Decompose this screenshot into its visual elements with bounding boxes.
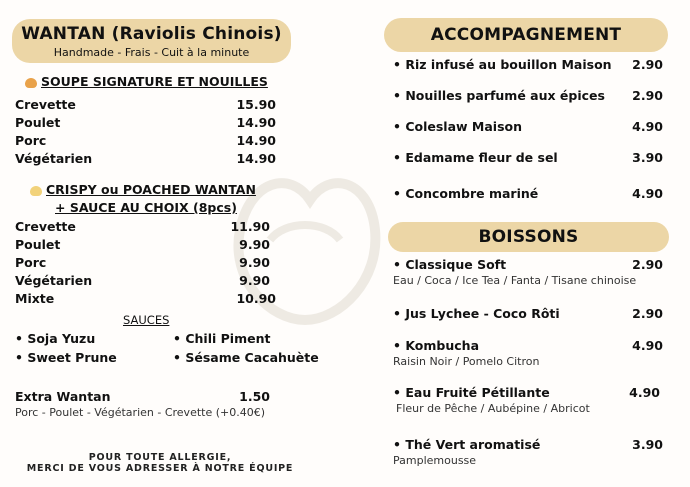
drink-item-name: • Classique Soft bbox=[393, 257, 507, 272]
crispy-section-subtitle: + SAUCE AU CHOIX (8pcs) bbox=[55, 200, 237, 215]
menu-subtitle: Handmade - Frais - Cuit à la minute bbox=[53, 45, 250, 59]
sauces-title: SAUCES bbox=[123, 313, 170, 327]
drink-item-price: 4.90 bbox=[629, 385, 660, 400]
boissons-title: BOISSONS bbox=[478, 227, 579, 247]
crispy-item-price: 9.90 bbox=[239, 237, 270, 252]
sauce-item: • Soja Yuzu bbox=[15, 331, 96, 346]
soup-item-price: 14.90 bbox=[236, 115, 276, 130]
crispy-item-name: Poulet bbox=[15, 237, 61, 252]
sauce-item: • Chili Piment bbox=[173, 331, 271, 346]
allergy-notice-line1: POUR TOUTE ALLERGIE, bbox=[88, 452, 232, 463]
dumpling-icon bbox=[30, 186, 42, 196]
drink-item-price: 2.90 bbox=[632, 306, 663, 321]
allergy-notice-line2: MERCI DE VOUS ADRESSER À NOTRE ÉQUIPE bbox=[26, 463, 294, 474]
side-item-name: • Coleslaw Maison bbox=[393, 119, 523, 134]
drink-item-price: 3.90 bbox=[632, 437, 663, 452]
boissons-header-pill bbox=[388, 222, 669, 252]
soup-item-price: 15.90 bbox=[236, 97, 276, 112]
drink-item-price: 4.90 bbox=[632, 338, 663, 353]
soup-item-name: Poulet bbox=[15, 115, 61, 130]
side-item-price: 2.90 bbox=[632, 57, 663, 72]
soup-bowl-icon bbox=[25, 78, 37, 88]
drink-item-name: • Eau Fruité Pétillante bbox=[393, 385, 550, 400]
extra-wantan-price: 1.50 bbox=[239, 389, 270, 404]
crispy-item-name: Végétarien bbox=[15, 273, 93, 288]
side-item-price: 3.90 bbox=[632, 150, 663, 165]
drink-item-name: • Jus Lychee - Coco Rôti bbox=[393, 306, 560, 321]
drink-item-name: • Thé Vert aromatisé bbox=[393, 437, 541, 452]
left-header-pill bbox=[12, 19, 291, 63]
sauce-item: • Sweet Prune bbox=[15, 350, 117, 365]
menu-title: WANTAN (Raviolis Chinois) bbox=[21, 23, 282, 44]
soup-section-title: SOUPE SIGNATURE ET NOUILLES bbox=[25, 74, 268, 89]
drink-item-note: Fleur de Pêche / Aubépine / Abricot bbox=[396, 402, 590, 415]
side-item-name: • Concombre mariné bbox=[393, 186, 539, 201]
crispy-item-name: Crevette bbox=[15, 219, 76, 234]
crispy-item-price: 11.90 bbox=[230, 219, 270, 234]
drink-item-note: Eau / Coca / Ice Tea / Fanta / Tisane chinoise bbox=[393, 274, 637, 287]
soup-item-name: Végétarien bbox=[15, 151, 93, 166]
side-item-price: 4.90 bbox=[632, 119, 663, 134]
extra-wantan-name: Extra Wantan bbox=[15, 389, 111, 404]
side-item-name: • Edamame fleur de sel bbox=[393, 150, 558, 165]
accompagnement-title: ACCOMPAGNEMENT bbox=[430, 25, 622, 45]
soup-item-name: Porc bbox=[15, 133, 47, 148]
sauce-item: • Sésame Cacahuète bbox=[173, 350, 319, 365]
crispy-item-price: 10.90 bbox=[236, 291, 276, 306]
extra-wantan-note: Porc - Poulet - Végétarien - Crevette (+0.40€) bbox=[15, 406, 266, 419]
crispy-item-name: Porc bbox=[15, 255, 47, 270]
side-item-name: • Riz infusé au bouillon Maison bbox=[393, 57, 612, 72]
drink-item-name: • Kombucha bbox=[393, 338, 480, 353]
side-item-price: 4.90 bbox=[632, 186, 663, 201]
soup-item-price: 14.90 bbox=[236, 133, 276, 148]
side-item-price: 2.90 bbox=[632, 88, 663, 103]
crispy-item-name: Mixte bbox=[15, 291, 55, 306]
drink-item-note: Raisin Noir / Pomelo Citron bbox=[393, 355, 540, 368]
crispy-item-price: 9.90 bbox=[239, 255, 270, 270]
crispy-item-price: 9.90 bbox=[239, 273, 270, 288]
drink-item-note: Pamplemousse bbox=[393, 454, 477, 467]
accompagnement-header-pill bbox=[384, 18, 668, 52]
soup-item-name: Crevette bbox=[15, 97, 76, 112]
soup-item-price: 14.90 bbox=[236, 151, 276, 166]
side-item-name: • Nouilles parfumé aux épices bbox=[393, 88, 605, 103]
drink-item-price: 2.90 bbox=[632, 257, 663, 272]
crispy-section-title: CRISPY ou POACHED WANTAN bbox=[30, 182, 256, 197]
